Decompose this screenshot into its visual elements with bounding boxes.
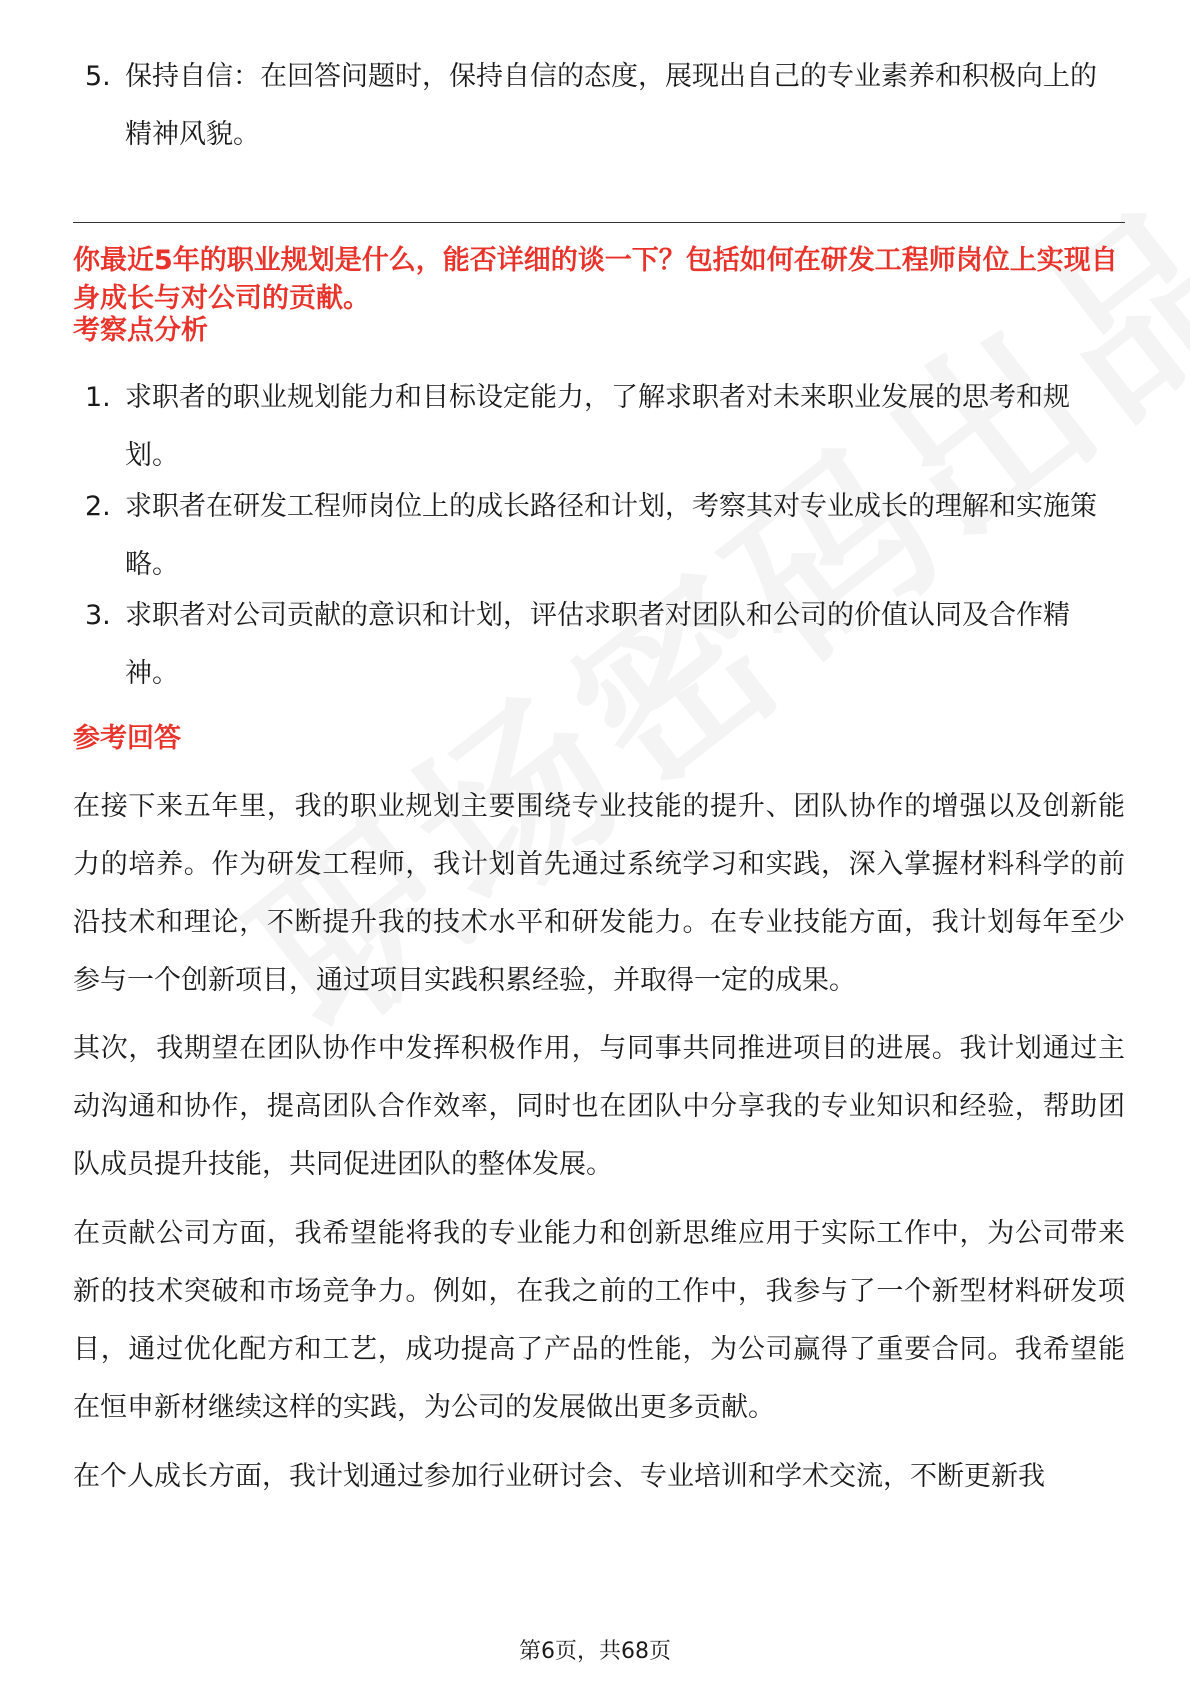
question-heading: 你最近5年的职业规划是什么，能否详细的谈一下？包括如何在研发工程师岗位上实现自身成长与对公司的贡献。: [73, 245, 1118, 314]
answer-paragraph-3: 在贡献公司方面，我希望能将我的专业能力和创新思维应用于实际工作中，为公司带来新的技术突破和市场竞争力。例如，在我之前的工作中，我参与了一个新型材料研发项目，通过优化配方和工艺，成功提高了产品的性能，为公司赢得了重要合同。我希望能在恒申新材继续这样的实践，为公司的发展做出更多贡献。: [73, 1218, 1125, 1423]
answer-title: 参考回答: [73, 723, 181, 754]
analysis-item-2: [73, 478, 1113, 594]
list-item-5: [73, 48, 1113, 164]
answer-paragraph-2: 其次，我期望在团队协作中发挥积极作用，与同事共同推进项目的进展。我计划通过主动沟通和协作，提高团队合作效率，同时也在团队中分享我的专业知识和经验，帮助团队成员提升技能，共同促进团队的整体发展。: [73, 1033, 1125, 1180]
list-item-number: 1.: [85, 382, 111, 413]
list-item-number: 2.: [85, 491, 111, 522]
list-item-number: 3.: [85, 600, 111, 631]
analysis-item-3: [73, 587, 1113, 703]
answer-paragraph-1: 在接下来五年里，我的职业规划主要围绕专业技能的提升、团队协作的增强以及创新能力的培养。作为研发工程师，我计划首先通过系统学习和实践，深入掌握材料科学的前沿技术和理论，不断提升我的技术水平和研发能力。在专业技能方面，我计划每年至少参与一个创新项目，通过项目实践积累经验，并取得一定的成果。: [73, 791, 1125, 996]
list-item-text: 求职者的职业规划能力和目标设定能力，了解求职者对未来职业发展的思考和规划。: [125, 382, 1070, 471]
list-item-text: 保持自信：在回答问题时，保持自信的态度，展现出自己的专业素养和积极向上的精神风貌。: [125, 61, 1097, 150]
answer-paragraph-4: 在个人成长方面，我计划通过参加行业研讨会、专业培训和学术交流，不断更新我: [73, 1461, 1045, 1492]
page-number-footer: 第6页，共68页: [519, 1639, 671, 1664]
section-divider: [73, 222, 1125, 223]
list-item-text: 求职者对公司贡献的意识和计划，评估求职者对团队和公司的价值认同及合作精神。: [125, 600, 1070, 689]
analysis-item-1: [73, 369, 1113, 485]
list-item-text: 求职者在研发工程师岗位上的成长路径和计划，考察其对专业成长的理解和实施策略。: [125, 491, 1097, 580]
analysis-title: 考察点分析: [73, 315, 208, 346]
list-item-number: 5.: [85, 61, 111, 92]
